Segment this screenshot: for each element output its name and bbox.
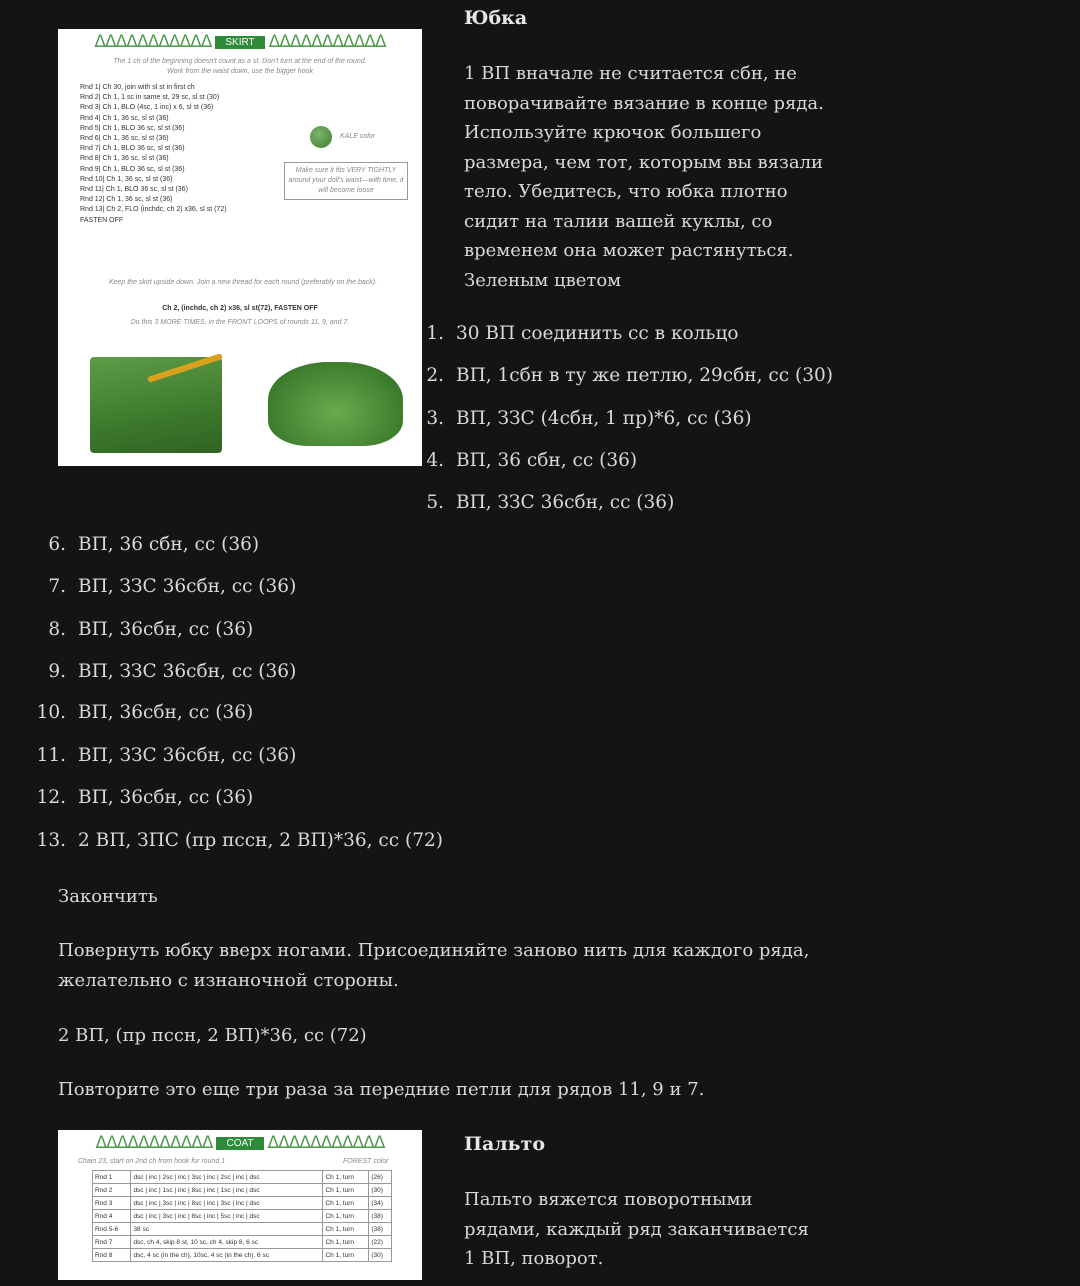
coat-table — [92, 1170, 392, 1262]
skirt-step: 10. ВП, 36сбн, сс (36) — [36, 702, 254, 723]
skirt-step: 9. ВП, ЗЗС 36сбн, сс (36) — [48, 661, 297, 682]
skirt-photo-finished — [268, 362, 403, 446]
skirt-row: Rnd 5| Ch 1, BLO 36 sc, sl st (36) — [80, 124, 185, 132]
skirt-row: Rnd 4| Ch 1, 36 sc, sl st (36) — [80, 114, 169, 122]
coat-color-label: FOREST color — [343, 1158, 389, 1165]
table-row: Rnd 1 dsc | inc | 2sc | inc | 3sc | inc | 2sc | inc | dsc Ch 1, turn (26) — [93, 1171, 392, 1184]
skirt-intro: 1 ВП вначале не считается сбн, не поворачивайте вязание в конце ряда. Используйте крючок большего размера, чем тот, которым вы вязали тело. Убедитесь, что юбка плотно сидит на талии вашей куклы, со временем она может растянуться. Зеленым цветом — [464, 63, 824, 291]
yarn-ball-icon — [310, 126, 332, 148]
table-row: Rnd 5-6 38 sc Ch 1, turn (38) — [93, 1223, 392, 1236]
skirt-step: 4. ВП, 36 сбн, сс (36) — [426, 450, 638, 471]
skirt-row: Rnd 9| Ch 1, BLO 36 sc, sl st (36) — [80, 165, 185, 173]
skirt-note-top: The 1 ch of the beginning doesn't count as a st. Don't turn at the end of the round. Work from the waist down, use the bigger hook — [113, 58, 367, 75]
coat-chain-note: Chain 23, start on 2nd ch from hook for round 1 — [78, 1158, 226, 1165]
skirt-step: 3. ВП, ЗЗС (4сбн, 1 пр)*6, сс (36) — [426, 408, 752, 429]
skirt-row: Rnd 10| Ch 1, 36 sc, sl st (36) — [80, 175, 173, 183]
skirt-step: 5. ВП, ЗЗС 36сбн, сс (36) — [426, 492, 675, 513]
skirt-pattern-image — [58, 29, 422, 466]
skirt-step: 6. ВП, 36 сбн, сс (36) — [48, 534, 260, 555]
skirt-paragraph-1: Повернуть юбку вверх ногами. Присоединяйте заново нить для каждого ряда, желательно с изнаночной стороны. — [58, 940, 810, 991]
table-row: Rnd 2 dsc | inc | 1sc | inc | 8sc | inc | 1sc | inc | dsc Ch 1, turn (30) — [93, 1184, 392, 1197]
skirt-bold-line: Ch 2, (inchdc, ch 2) x36, sl st(72), FASTEN OFF — [162, 305, 318, 312]
skirt-row: Rnd 6| Ch 1, 36 sc, sl st (36) — [80, 135, 169, 143]
skirt-step: 12. ВП, 36сбн, сс (36) — [36, 787, 254, 808]
skirt-rows — [58, 83, 422, 226]
skirt-banner-tag: SKIRT — [215, 36, 264, 49]
skirt-row: Rnd 2| Ch 1, 1 sc in same st, 29 sc, sl st (30) — [80, 94, 220, 102]
coat-banner-tag: COAT — [216, 1137, 263, 1150]
skirt-step: 11. ВП, ЗЗС 36сбн, сс (36) — [36, 745, 297, 766]
skirt-paragraph-3: Повторите это еще три раза за передние петли для рядов 11, 9 и 7. — [58, 1079, 705, 1100]
skirt-photo-crochet — [90, 357, 222, 453]
skirt-row: Rnd 11| Ch 1, BLO 36 sc, sl st (36) — [80, 186, 188, 194]
finish-label: Закончить — [58, 886, 158, 907]
table-row: Rnd 7 dsc, ch 4, skip 8 st, 10 sc, ch 4, skip 8, 6 sc Ch 1, turn (22) — [93, 1236, 392, 1249]
skirt-row: Rnd 7| Ch 1, BLO 36 sc, sl st (36) — [80, 145, 185, 153]
coat-pattern-image — [58, 1130, 422, 1280]
skirt-step: 7. ВП, ЗЗС 36сбн, сс (36) — [48, 576, 297, 597]
skirt-row: FASTEN OFF — [80, 216, 124, 224]
skirt-color-label: KALE color — [340, 133, 376, 140]
skirt-step: 2. ВП, 1сбн в ту же петлю, 29сбн, сс (30) — [426, 365, 833, 386]
skirt-step: 8. ВП, 36сбн, сс (36) — [48, 619, 254, 640]
skirt-row: Rnd 12| Ch 1, 36 sc, sl st (36) — [80, 196, 173, 204]
skirt-box-note: Make sure it fits VERY TIGHTLY around your doll's waist—with time, it will become loose — [284, 162, 408, 200]
skirt-row: Rnd 1| Ch 30, join with sl st in first ch — [80, 84, 195, 91]
skirt-heading: Юбка — [464, 7, 528, 29]
table-row: Rnd 8 dsc, 4 sc (in the ch), 10sc, 4 sc (in the ch), 6 sc Ch 1, turn (30) — [93, 1249, 392, 1262]
coat-banner: ᐃᐃᐃᐃᐃᐃᐃᐃᐃᐃᐃ COAT ᐃᐃᐃᐃᐃᐃᐃᐃᐃᐃᐃ — [95, 1133, 385, 1153]
skirt-row: Rnd 3| Ch 1, BLO (4sc, 1 inc) x 6, sl st (36) — [80, 104, 214, 112]
skirt-row: Rnd 8| Ch 1, 36 sc, sl st (36) — [80, 155, 169, 163]
table-row: Rnd 4 dsc | inc | 3sc | inc | 8sc | inc | 5sc | inc | dsc Ch 1, turn (38) — [93, 1210, 392, 1223]
skirt-note-repeat: Do this 3 MORE TIMES, in the FRONT LOOPS of rounds 11, 9, and 7. — [130, 319, 350, 326]
skirt-paragraph-2: 2 ВП, (пр пссн, 2 ВП)*36, сс (72) — [58, 1025, 367, 1046]
skirt-step: 1. 30 ВП соединить сс в кольцо — [426, 323, 739, 344]
skirt-row: Rnd 13| Ch 2, FLO (inchdc, ch 2) x36, sl st (72) — [80, 206, 227, 214]
skirt-banner: ᐃᐃᐃᐃᐃᐃᐃᐃᐃᐃᐃ SKIRT ᐃᐃᐃᐃᐃᐃᐃᐃᐃᐃᐃ — [94, 32, 386, 52]
skirt-note-bottom: Keep the skirt upside down. Join a new thread for each round (preferably on the back). — [108, 279, 378, 286]
coat-heading: Пальто — [464, 1133, 545, 1155]
skirt-step: 13. 2 ВП, ЗПС (пр пссн, 2 ВП)*36, сс (72) — [36, 830, 443, 851]
coat-intro: Пальто вяжется поворотными рядами, каждый ряд заканчивается 1 ВП, поворот. — [464, 1189, 809, 1269]
table-row: Rnd 3 dsc | inc | 3sc | inc | 8sc | inc | 3sc | inc | dsc Ch 1, turn (34) — [93, 1197, 392, 1210]
